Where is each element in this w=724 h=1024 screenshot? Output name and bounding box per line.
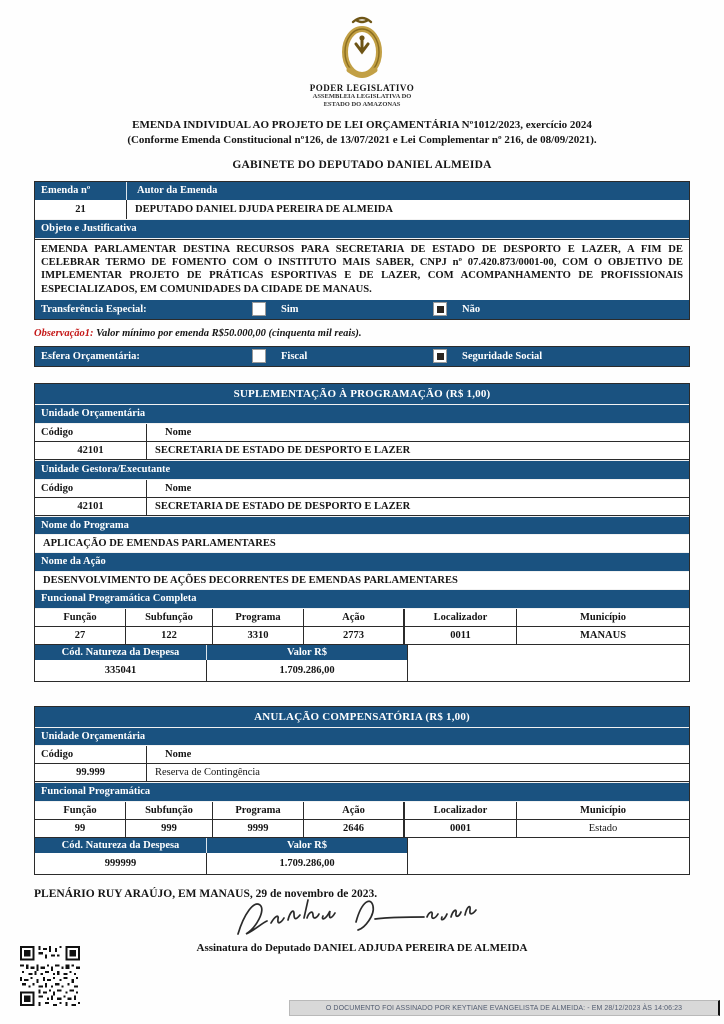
sup-natureza-header-row <box>35 645 407 660</box>
anu-acao-cod: 2646 <box>304 820 405 837</box>
autor-value: DEPUTADO DANIEL DJUDA PEREIRA DE ALMEIDA <box>135 204 393 216</box>
org-name: PODER LEGISLATIVO <box>309 83 415 93</box>
emenda-header-bar <box>35 182 689 200</box>
assinatura-caption: Assinatura do Deputado DANIEL ADJUDA PEREIRA DE ALMEIDA <box>196 942 528 955</box>
transferencia-label: Transferência Especial: <box>41 303 147 315</box>
sup-funcional-header-row <box>35 609 689 627</box>
observacao-text: Valor mínimo por emenda R$50.000,00 (cinquenta mil reais). <box>96 328 362 340</box>
title-line1: EMENDA INDIVIDUAL AO PROJETO DE LEI ORÇAMENTÁRIA Nº1012/2023, exercício 2024 <box>132 118 592 131</box>
natureza-header: Cód. Natureza da Despesa <box>35 838 207 853</box>
esfera-label: Esfera Orçamentária: <box>41 350 140 362</box>
anu-natureza-header-row <box>35 838 407 853</box>
anulacao-title-bar: ANULAÇÃO COMPENSATÓRIA (R$ 1,00) <box>35 707 689 727</box>
anu-localizador: 0001 <box>405 820 517 837</box>
emenda-section <box>34 181 690 320</box>
sup-unidade-gestora-bar: Unidade Gestora/Executante <box>35 460 689 480</box>
codigo-header: Código <box>35 424 147 441</box>
objeto-header-bar: Objeto e Justificativa <box>35 219 689 239</box>
codigo-header: Código <box>35 746 147 763</box>
emenda-numero-label: Emenda nº <box>35 182 127 200</box>
sup-programa-row <box>35 535 689 552</box>
anulacao-table <box>34 706 690 876</box>
esfera-seguridade-label: Seguridade Social <box>462 350 543 362</box>
sup-funcional-bar: Funcional Programática Completa <box>35 589 689 609</box>
anu-funcional-bar: Funcional Programática <box>35 782 689 802</box>
sup-municipio: MANAUS <box>579 629 627 641</box>
anu-natureza-subtable <box>35 838 408 874</box>
sup-unidade-orcamentaria-bar: Unidade Orçamentária <box>35 404 689 424</box>
sup-valor: 1.709.286,00 <box>279 664 335 676</box>
anu-funcao: 99 <box>35 820 126 837</box>
municipio-header: Município <box>579 805 627 817</box>
title-line2: (Conforme Emenda Constitucional nº126, de 13/07/2021 e Lei Complementar nº 216, de 08/09/2021). <box>127 133 597 146</box>
anu-unidade-orcamentaria-bar: Unidade Orçamentária <box>35 727 689 747</box>
localizador-header: Localizador <box>405 802 517 819</box>
suplementacao-title-bar: SUPLEMENTAÇÃO À PROGRAMAÇÃO (R$ 1,00) <box>35 384 689 404</box>
objeto-justificativa-text: EMENDA PARLAMENTAR DESTINA RECURSOS PARA SECRETARIA DE ESTADO DE DESPORTO E LAZER, A FIM DE CELEBRAR TERMO DE FOMENTO COM O INSTITUTO MAIS SABER, CNPJ nº 07.420.873/0001-00, COM O OBJETIVO DE IMPLEMENTAR PROJETO DE PRÁTICAS ESPORTIVAS E DE LAZER, COM ACOMPANHAMENTO DE PROFISSIONAIS ESPECIALIZADOS, EM COMUNIDADES DA CIDADE DE MANAUS. <box>35 239 689 300</box>
signature-area <box>0 900 724 940</box>
sup-programa-bar: Nome do Programa <box>35 516 689 536</box>
observacao-label: Observação1: <box>34 328 94 340</box>
anu-valor: 1.709.286,00 <box>279 858 335 870</box>
anu-natureza-value-row <box>35 853 407 874</box>
sup-uo-codigo: 42101 <box>35 442 147 459</box>
suplementacao-table <box>34 383 690 682</box>
anu-funcional-header-row <box>35 802 689 820</box>
natureza-header: Cód. Natureza da Despesa <box>35 645 207 660</box>
sup-ug-codigo: 42101 <box>35 498 147 515</box>
codigo-header: Código <box>35 480 147 497</box>
transferencia-nao-checkbox <box>433 302 447 316</box>
nome-header: Nome <box>165 482 192 494</box>
sup-natureza-subtable <box>35 645 408 681</box>
sup-ug-header-row <box>35 480 689 498</box>
sup-natureza-value-row <box>35 660 407 681</box>
anu-uo-codigo: 99.999 <box>35 764 147 781</box>
sup-acao-cod: 2773 <box>304 627 405 644</box>
plenario-date-line: PLENÁRIO RUY ARAÚJO, EM MANAUS, 29 de novembro de 2023. <box>34 888 378 901</box>
funcao-header: Função <box>35 802 126 819</box>
sup-uo-nome: SECRETARIA DE ESTADO DE DESPORTO E LAZER <box>155 444 411 456</box>
anu-natureza-codigo: 999999 <box>35 853 207 874</box>
sup-acao-row <box>35 572 689 589</box>
emenda-value-row <box>35 200 689 219</box>
org-subtitle-line2: ESTADO DO AMAZONAS <box>323 100 401 108</box>
localizador-header: Localizador <box>405 609 517 626</box>
esfera-row <box>35 347 689 366</box>
acao-header: Ação <box>304 802 405 819</box>
transferencia-sim-label: Sim <box>281 303 299 315</box>
sup-acao-bar: Nome da Ação <box>35 552 689 572</box>
funcao-header: Função <box>35 609 126 626</box>
sup-acao-value: DESENVOLVIMENTO DE AÇÕES DECORRENTES DE EMENDAS PARLAMENTARES <box>43 574 458 586</box>
valor-header: Valor R$ <box>287 646 327 658</box>
subfuncao-header: Subfunção <box>126 802 213 819</box>
anu-uo-header-row <box>35 746 689 764</box>
acao-header: Ação <box>304 609 405 626</box>
valor-header: Valor R$ <box>287 840 327 852</box>
sup-uo-header-row <box>35 424 689 442</box>
anu-uo-value-row <box>35 764 689 782</box>
municipio-header: Município <box>579 611 627 623</box>
programa-header: Programa <box>213 609 304 626</box>
sup-programa-cod: 3310 <box>213 627 304 644</box>
document-title <box>0 118 724 149</box>
transferencia-sim-checkbox <box>252 302 266 316</box>
esfera-seguridade-checkbox <box>433 349 447 363</box>
sup-ug-nome: SECRETARIA DE ESTADO DE DESPORTO E LAZER <box>155 500 411 512</box>
digital-signature-bar: O DOCUMENTO FOI ASSINADO POR KEYTIANE EVANGELISTA DE ALMEIDA: - EM 28/12/2023 ÀS 14:06:23 <box>289 1000 720 1016</box>
sup-ug-value-row <box>35 498 689 516</box>
esfera-fiscal-checkbox <box>252 349 266 363</box>
qr-code-icon <box>20 946 80 1006</box>
org-subtitle-line1: ASSEMBLEIA LEGISLATIVA DO <box>312 93 412 100</box>
esfera-section <box>34 346 690 367</box>
anu-subfuncao: 999 <box>126 820 213 837</box>
sup-funcional-value-row <box>35 627 689 645</box>
nome-header: Nome <box>165 426 192 438</box>
letterhead <box>0 0 724 109</box>
handwritten-signature-icon <box>228 890 488 942</box>
office-heading: GABINETE DO DEPUTADO DANIEL ALMEIDA <box>232 159 492 172</box>
sup-localizador: 0011 <box>405 627 517 644</box>
transferencia-nao-label: Não <box>462 303 481 315</box>
transferencia-especial-row <box>35 300 689 319</box>
sup-programa-value: APLICAÇÃO DE EMENDAS PARLAMENTARES <box>43 538 276 550</box>
emenda-numero-value: 21 <box>35 200 127 219</box>
observacao-line <box>34 328 690 339</box>
programa-header: Programa <box>213 802 304 819</box>
anu-funcional-value-row <box>35 820 689 838</box>
anu-programa-cod: 9999 <box>213 820 304 837</box>
esfera-fiscal-label: Fiscal <box>281 350 308 362</box>
amazonas-state-crest-icon <box>323 10 401 82</box>
autor-label: Autor da Emenda <box>137 185 218 197</box>
sup-uo-value-row <box>35 442 689 460</box>
sup-natureza-codigo: 335041 <box>35 660 207 681</box>
subfuncao-header: Subfunção <box>126 609 213 626</box>
sup-funcao: 27 <box>35 627 126 644</box>
nome-header: Nome <box>165 749 192 761</box>
sup-subfuncao: 122 <box>126 627 213 644</box>
anu-municipio: Estado <box>588 823 618 835</box>
anu-uo-nome: Reserva de Contingência <box>155 767 260 779</box>
